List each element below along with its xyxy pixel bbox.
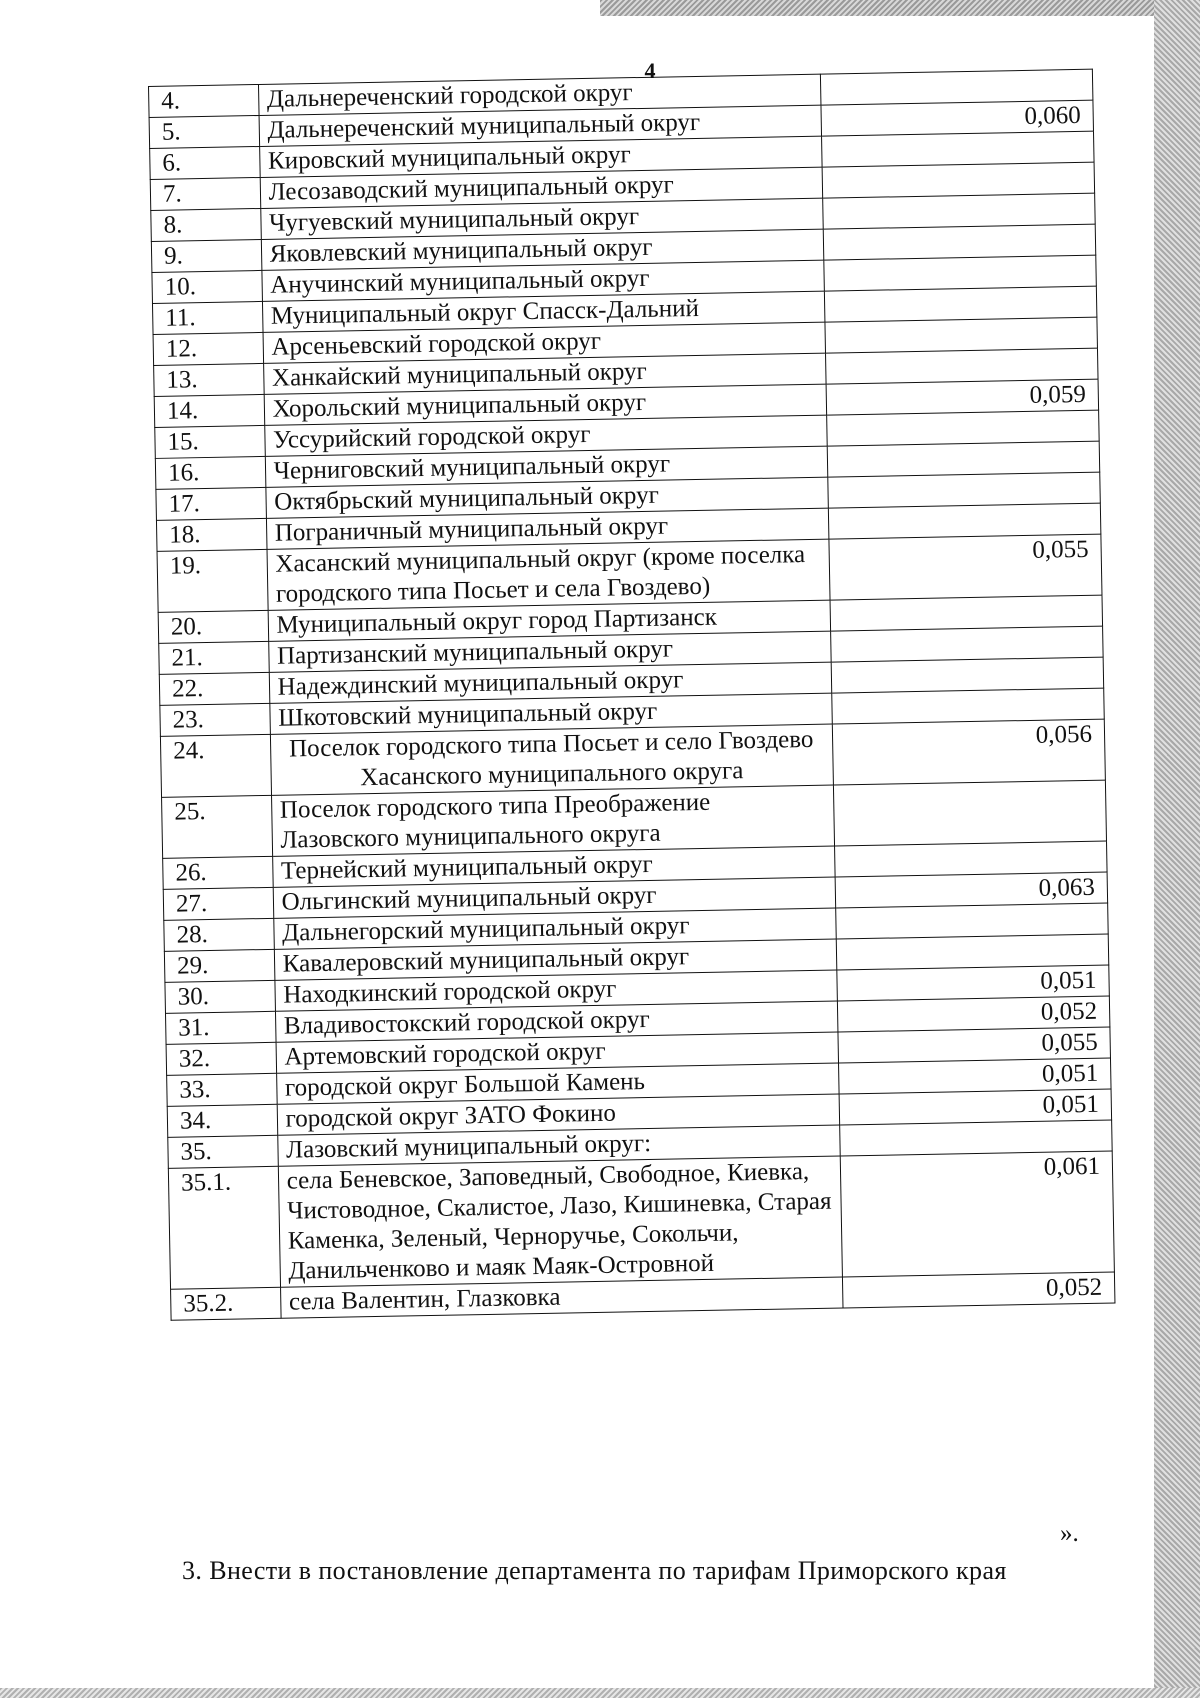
municipality-name: Дальнереченский городской округ xyxy=(258,74,820,115)
row-number: 14. xyxy=(154,394,264,427)
tariff-value: 0,061 xyxy=(840,1151,1115,1277)
row-number: 35.2. xyxy=(171,1287,281,1320)
tariff-value: 0,052 xyxy=(837,996,1110,1032)
row-number: 4. xyxy=(149,84,259,117)
tariff-value: 0,052 xyxy=(842,1272,1115,1308)
municipality-name: Черниговский муниципальный округ xyxy=(265,446,827,487)
scan-edge-right xyxy=(1154,0,1200,1698)
tariff-value xyxy=(824,286,1097,322)
municipality-name: Лазовский муниципальный округ: xyxy=(277,1125,839,1166)
municipality-name: городской округ Большой Камень xyxy=(276,1063,838,1104)
tariff-value xyxy=(828,503,1101,539)
row-number: 18. xyxy=(156,518,266,551)
row-number: 15. xyxy=(155,425,265,458)
row-number: 10. xyxy=(152,270,262,303)
tariff-value xyxy=(831,657,1104,693)
row-number: 35. xyxy=(168,1135,278,1168)
municipality-name: городской округ ЗАТО Фокино xyxy=(277,1094,839,1135)
row-number: 29. xyxy=(164,949,274,982)
tariff-value xyxy=(831,688,1104,724)
municipality-name: Уссурийский городской округ xyxy=(264,415,826,456)
municipality-name: Поселок городского типа Посьет и село Гвоздево Хасанского муниципального округа xyxy=(270,724,833,795)
tariff-value xyxy=(839,1120,1112,1156)
municipality-name: Арсеньевский городской округ xyxy=(263,322,825,363)
tariff-value: 0,056 xyxy=(832,719,1105,785)
tariff-value xyxy=(826,410,1099,446)
row-number: 9. xyxy=(151,239,261,272)
tariff-value: 0,051 xyxy=(838,1058,1111,1094)
tariff-value: 0,059 xyxy=(826,379,1099,415)
municipality-name: Октябрьский муниципальный округ xyxy=(266,477,828,518)
closing-quote-mark: ». xyxy=(1060,1520,1079,1547)
municipality-name: Муниципальный округ Спасск-Дальний xyxy=(262,291,824,332)
row-number: 8. xyxy=(151,208,261,241)
tariff-value xyxy=(823,224,1096,260)
row-number: 16. xyxy=(155,456,265,489)
body-paragraph: 3. Внести в постановление департамента по тарифам Приморского края xyxy=(182,1556,1007,1585)
tariff-value: 0,051 xyxy=(839,1089,1112,1125)
municipality-name: села Беневское, Заповедный, Свободное, Киевка, Чистоводное, Скалистое, Лазо, Кишиневка, Старая Каменка, Зеленый, Черноручье, Сокольчи, Данильченково и маяк Маяк-Островной xyxy=(278,1156,842,1287)
row-number: 17. xyxy=(156,487,266,520)
row-number: 12. xyxy=(153,332,263,365)
municipality-name: Лесозаводский муниципальный округ xyxy=(260,167,822,208)
municipality-name: Тернейский муниципальный округ xyxy=(272,846,834,887)
tariff-value: 0,063 xyxy=(835,872,1108,908)
row-number: 33. xyxy=(167,1073,277,1106)
tariff-value: 0,060 xyxy=(821,100,1094,136)
row-number: 28. xyxy=(164,918,274,951)
municipality-name: Хорольский муниципальный округ xyxy=(264,384,826,425)
municipality-name: Кировский муниципальный округ xyxy=(259,136,821,177)
municipality-name: Артемовский городской округ xyxy=(276,1032,838,1073)
row-number: 21. xyxy=(159,641,269,674)
row-number: 7. xyxy=(150,177,260,210)
row-number: 20. xyxy=(158,610,268,643)
municipality-name: Дальнегорский муниципальный округ xyxy=(273,908,835,949)
tariff-value xyxy=(834,841,1107,877)
municipality-name: села Валентин, Глазковка xyxy=(280,1277,842,1318)
row-number: 31. xyxy=(165,1011,275,1044)
tariff-value xyxy=(830,626,1103,662)
municipality-name: Дальнереченский муниципальный округ xyxy=(259,105,821,146)
municipality-name: Анучинский муниципальный округ xyxy=(262,260,824,301)
scan-edge-top xyxy=(600,0,1200,16)
row-number: 24. xyxy=(160,734,271,797)
municipality-name: Яковлевский муниципальный округ xyxy=(261,229,823,270)
row-number: 22. xyxy=(159,672,269,705)
municipality-name: Ханкайский муниципальный округ xyxy=(263,353,825,394)
row-number: 23. xyxy=(160,703,270,736)
tariff-value xyxy=(820,69,1093,105)
municipality-name: Кавалеровский муниципальный округ xyxy=(274,939,836,980)
municipality-name: Муниципальный округ город Партизанск xyxy=(268,600,830,641)
municipality-name: Чугуевский муниципальный округ xyxy=(260,198,822,239)
municipality-name: Пограничный муниципальный округ xyxy=(266,508,828,549)
row-number: 35.1. xyxy=(168,1166,280,1289)
tariff-value: 0,055 xyxy=(838,1027,1111,1063)
row-number: 25. xyxy=(162,795,273,858)
row-number: 6. xyxy=(150,146,260,179)
row-number: 13. xyxy=(154,363,264,396)
tariff-table xyxy=(148,69,1115,1321)
tariff-value xyxy=(833,780,1106,846)
tariff-value: 0,055 xyxy=(829,534,1102,600)
scan-edge-bottom xyxy=(0,1688,1200,1698)
tariff-value xyxy=(830,595,1103,631)
tariff-value xyxy=(825,317,1098,353)
row-number: 30. xyxy=(165,980,275,1013)
tariff-value xyxy=(821,131,1094,167)
row-number: 19. xyxy=(157,549,268,612)
tariff-value xyxy=(822,162,1095,198)
tariff-table-wrapper xyxy=(148,69,1115,1321)
page-number: 4 xyxy=(644,58,656,83)
row-number: 26. xyxy=(163,856,273,889)
tariff-value: 0,051 xyxy=(836,965,1109,1001)
municipality-name: Шкотовский муниципальный округ xyxy=(269,693,831,734)
tariff-value xyxy=(836,934,1109,970)
row-number: 27. xyxy=(163,887,273,920)
municipality-name: Поселок городского типа Преображение Лазовского муниципального округа xyxy=(271,785,834,856)
municipality-name: Ольгинский муниципальный округ xyxy=(273,877,835,918)
municipality-name: Хасанский муниципальный округ (кроме поселка городского типа Посьет и села Гвоздево) xyxy=(267,539,830,610)
tariff-value xyxy=(823,255,1096,291)
tariff-value xyxy=(827,472,1100,508)
table-row xyxy=(168,1151,1114,1289)
row-number: 32. xyxy=(166,1042,276,1075)
municipality-name: Владивостокский городской округ xyxy=(275,1001,837,1042)
municipality-name: Находкинский городской округ xyxy=(275,970,837,1011)
row-number: 34. xyxy=(167,1104,277,1137)
row-number: 5. xyxy=(149,115,259,148)
tariff-value xyxy=(825,348,1098,384)
tariff-value xyxy=(827,441,1100,477)
row-number: 11. xyxy=(152,301,262,334)
tariff-value xyxy=(835,903,1108,939)
municipality-name: Надеждинский муниципальный округ xyxy=(269,662,831,703)
municipality-name: Партизанский муниципальный округ xyxy=(268,631,830,672)
tariff-value xyxy=(822,193,1095,229)
